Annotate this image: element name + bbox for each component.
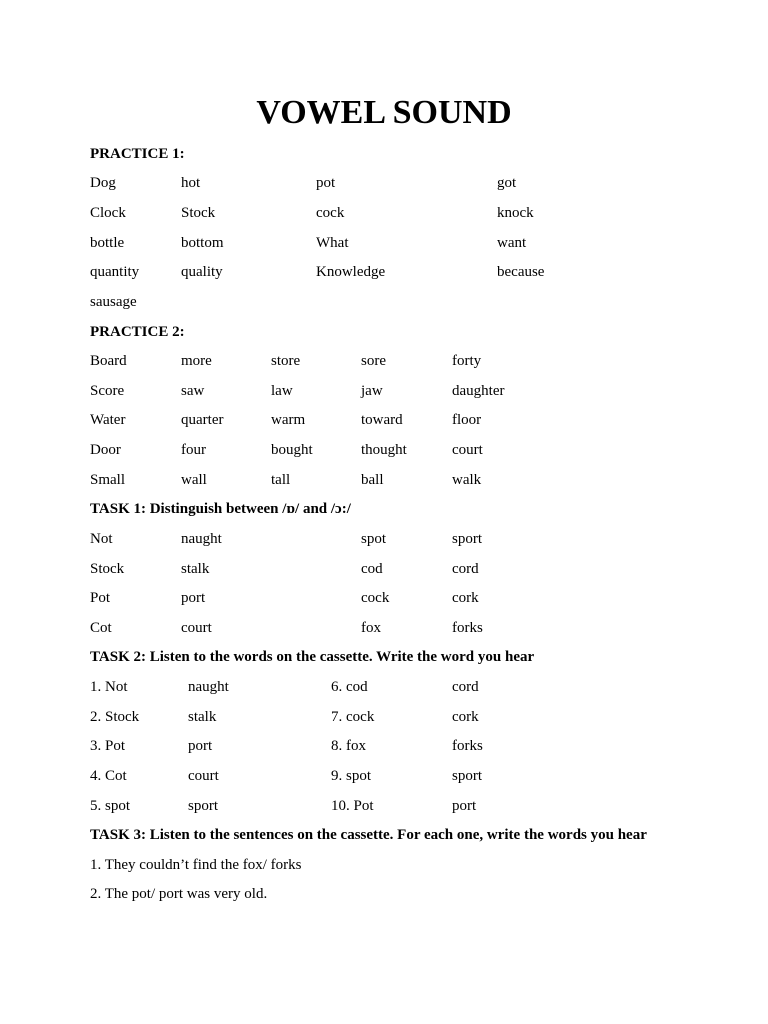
word: 7. cock [331, 709, 375, 725]
task1-heading: TASK 1: Distinguish between /ɒ/ and /ɔ:/ [90, 501, 351, 517]
practice2-row [0, 350, 768, 372]
practice2-row [0, 409, 768, 431]
task1-row [0, 558, 768, 580]
word: thought [361, 442, 407, 458]
word: 5. spot [90, 798, 131, 814]
word: sore [361, 353, 386, 369]
task2-row [0, 706, 768, 728]
task1-row [0, 528, 768, 550]
word: stalk [188, 709, 217, 725]
word: got [497, 175, 517, 191]
word: sport [188, 798, 218, 814]
word: jaw [361, 383, 383, 399]
word: spot [361, 531, 387, 547]
word: more [181, 353, 212, 369]
practice2-row [0, 380, 768, 402]
word: Clock [90, 205, 126, 221]
word: cork [452, 709, 479, 725]
word: sausage [90, 294, 137, 310]
word: Dog [90, 175, 116, 191]
word: floor [452, 412, 482, 428]
task2-row [0, 676, 768, 698]
word: 10. Pot [331, 798, 374, 814]
word: 9. spot [331, 768, 372, 784]
practice2-heading: PRACTICE 2: [90, 324, 185, 340]
practice2-row [0, 439, 768, 461]
word: wall [181, 472, 207, 488]
word: hot [181, 175, 201, 191]
task3-sentence: 2. The pot/ port was very old. [90, 886, 268, 902]
word: 4. Cot [90, 768, 127, 784]
word: because [497, 264, 545, 280]
word: Stock [181, 205, 216, 221]
word: warm [271, 412, 306, 428]
practice1-row [0, 232, 768, 254]
word: sport [452, 768, 482, 784]
word: 6. cod [331, 679, 368, 695]
word: court [188, 768, 219, 784]
word: pot [316, 175, 336, 191]
task2-row [0, 765, 768, 787]
word: ball [361, 472, 384, 488]
word: 2. Stock [90, 709, 140, 725]
word: daughter [452, 383, 505, 399]
word: want [497, 235, 527, 251]
task2-row [0, 735, 768, 757]
word: cork [452, 590, 479, 606]
word: forks [452, 620, 483, 636]
word: knock [497, 205, 534, 221]
word: cock [316, 205, 345, 221]
word: four [181, 442, 206, 458]
word: court [181, 620, 212, 636]
word: Board [90, 353, 127, 369]
word: saw [181, 383, 205, 399]
word: port [188, 738, 213, 754]
word: Pot [90, 590, 111, 606]
word: 3. Pot [90, 738, 126, 754]
word: sport [452, 531, 482, 547]
practice2-row [0, 469, 768, 491]
word: Not [90, 531, 113, 547]
word: port [452, 798, 477, 814]
word: forty [452, 353, 482, 369]
word: 1. Not [90, 679, 128, 695]
word: quarter [181, 412, 224, 428]
word: bought [271, 442, 313, 458]
word: stalk [181, 561, 210, 577]
word: 8. fox [331, 738, 366, 754]
task2-heading: TASK 2: Listen to the words on the cassette. Write the word you hear [90, 649, 535, 665]
word: cock [361, 590, 390, 606]
practice1-row [0, 172, 768, 194]
word: law [271, 383, 293, 399]
practice1-row [0, 261, 768, 283]
word: Knowledge [316, 264, 386, 280]
task3-heading: TASK 3: Listen to the sentences on the cassette. For each one, write the words you hear [90, 827, 647, 843]
practice1-heading: PRACTICE 1: [90, 146, 185, 162]
word: Small [90, 472, 126, 488]
word: cord [452, 679, 479, 695]
word: Water [90, 412, 126, 428]
word: quality [181, 264, 223, 280]
word: quantity [90, 264, 140, 280]
word: bottle [90, 235, 125, 251]
task2-row [0, 795, 768, 817]
word: Door [90, 442, 121, 458]
word: Cot [90, 620, 112, 636]
practice1-row [0, 291, 768, 313]
word: court [452, 442, 483, 458]
word: tall [271, 472, 291, 488]
word: What [316, 235, 349, 251]
word: store [271, 353, 301, 369]
word: naught [188, 679, 229, 695]
word: forks [452, 738, 483, 754]
practice1-row [0, 202, 768, 224]
task1-row [0, 617, 768, 639]
task1-row [0, 587, 768, 609]
word: Stock [90, 561, 125, 577]
word: toward [361, 412, 403, 428]
word: naught [181, 531, 222, 547]
word: bottom [181, 235, 224, 251]
page-title: VOWEL SOUND [256, 94, 512, 131]
word: Score [90, 383, 125, 399]
word: port [181, 590, 206, 606]
word: cod [361, 561, 383, 577]
word: walk [452, 472, 482, 488]
word: fox [361, 620, 381, 636]
task3-sentence: 1. They couldn’t find the fox/ forks [90, 857, 302, 873]
word: cord [452, 561, 479, 577]
